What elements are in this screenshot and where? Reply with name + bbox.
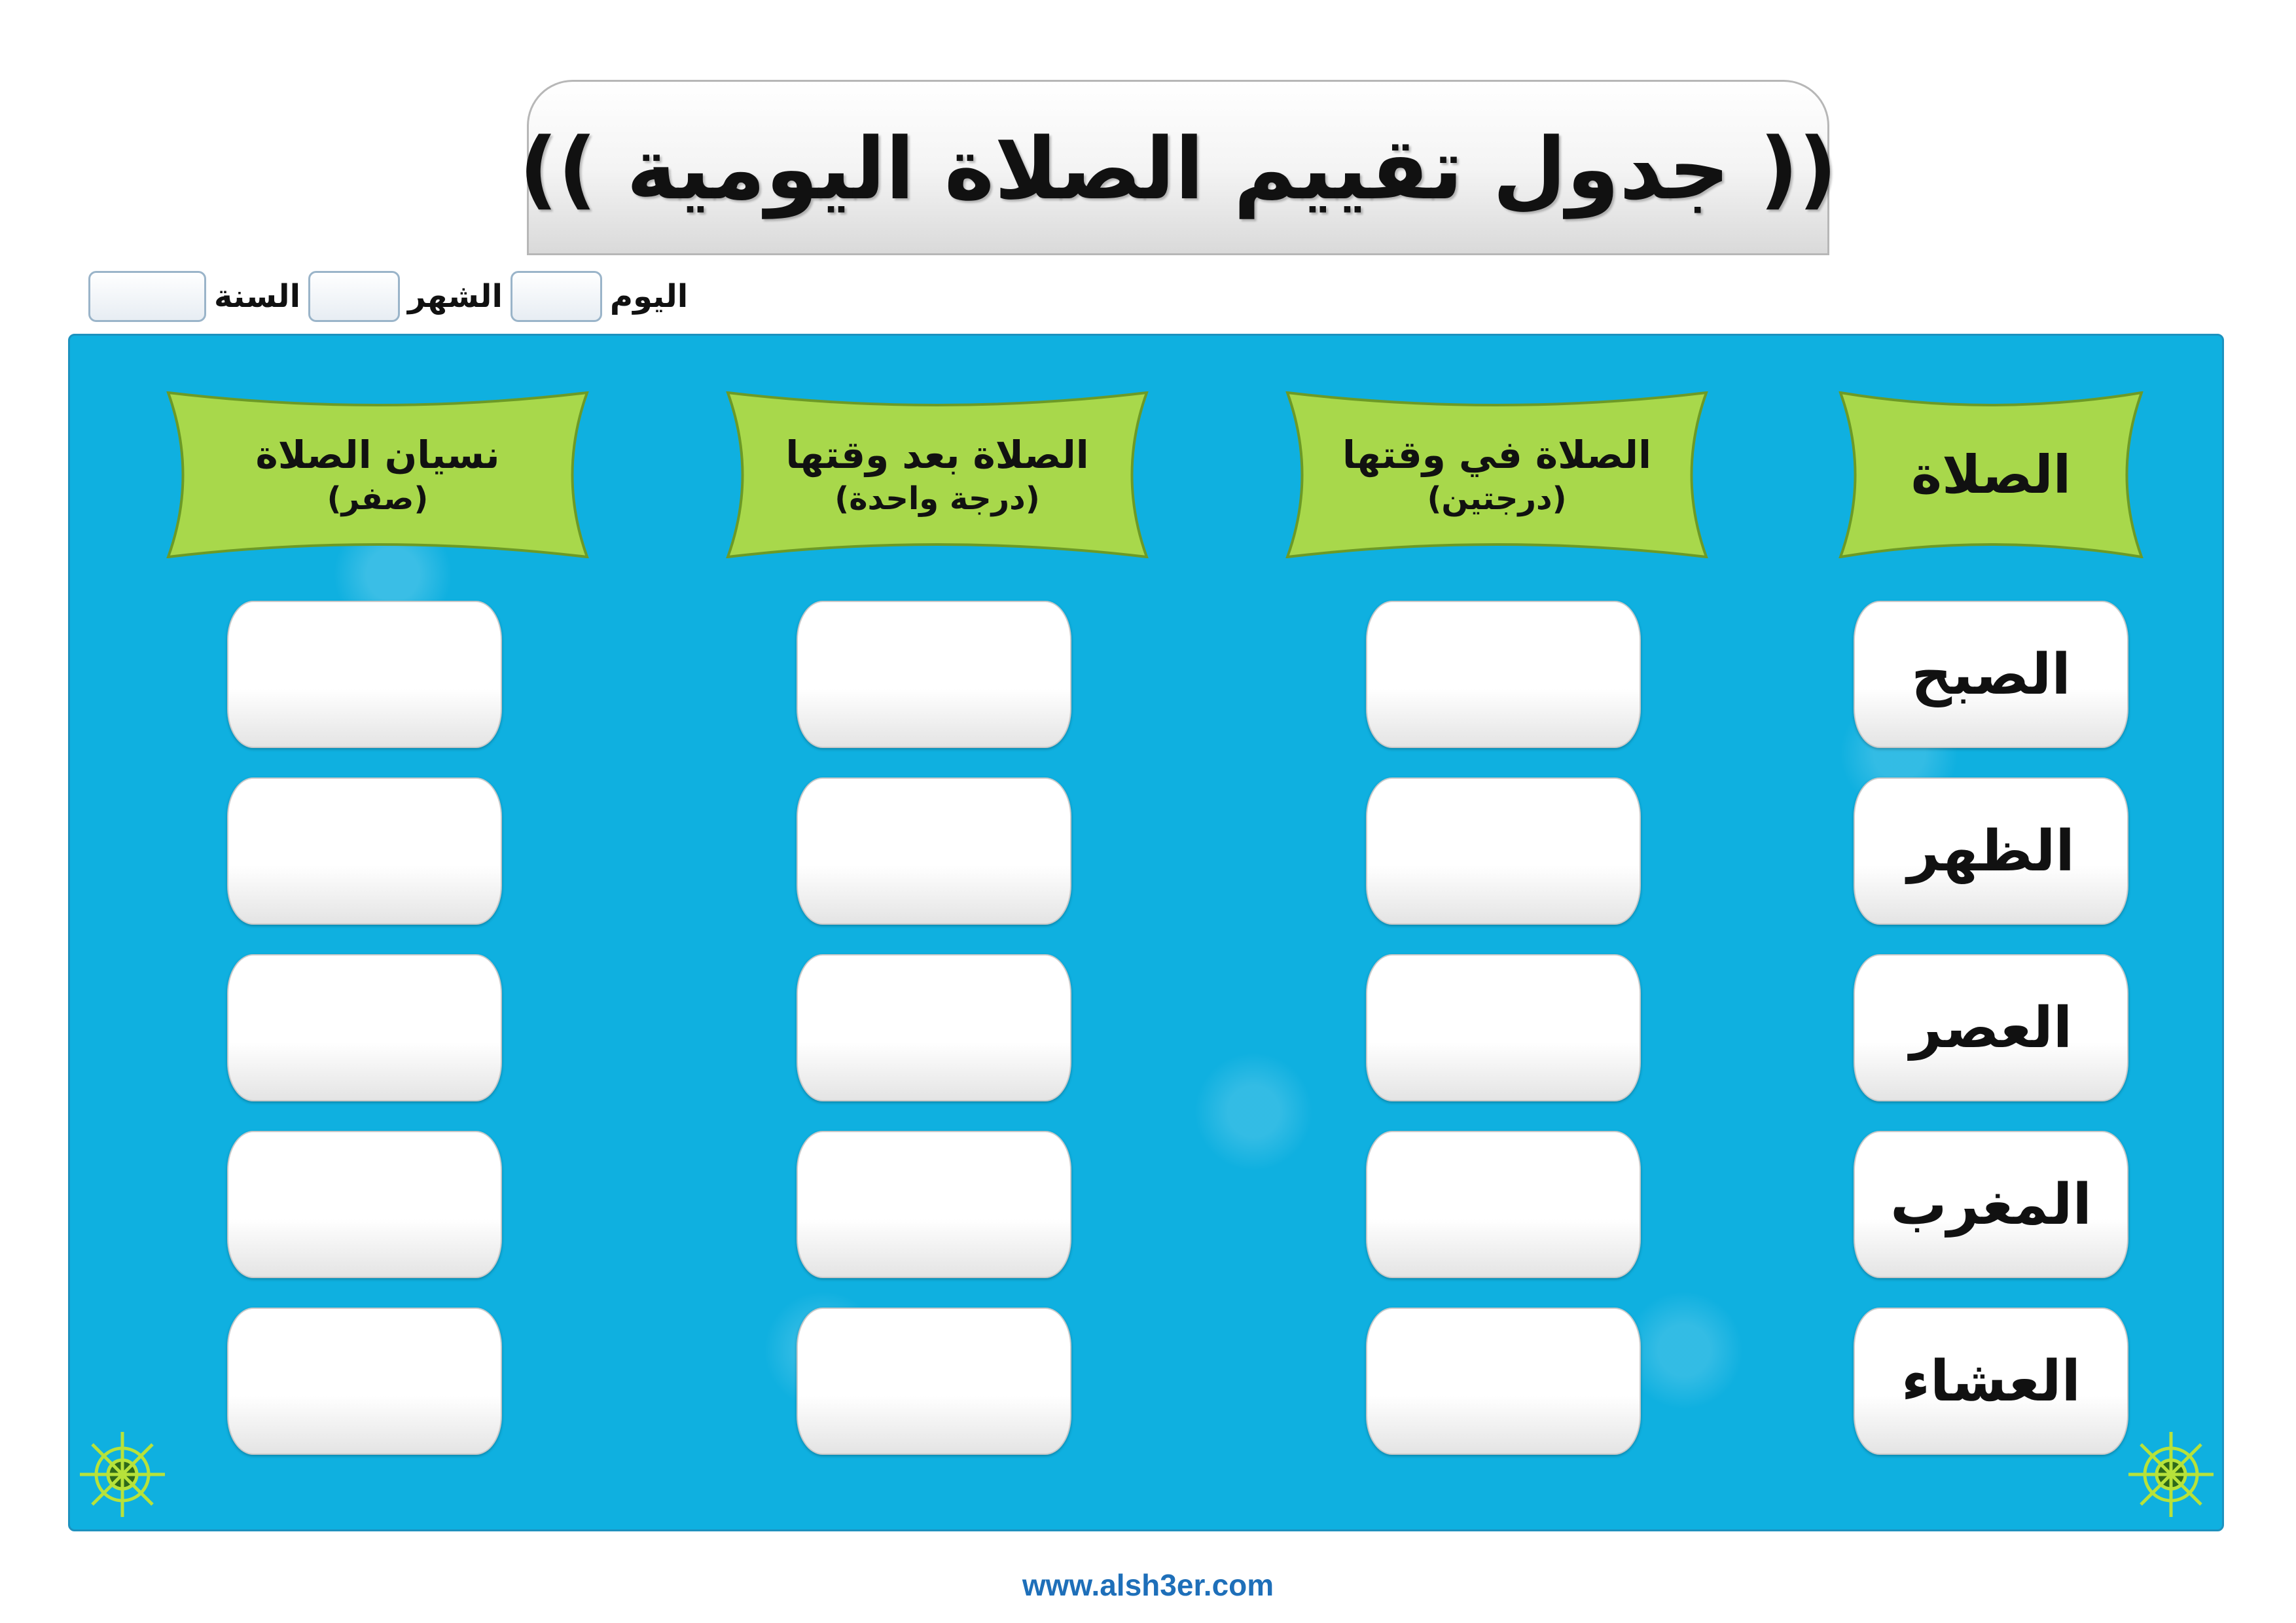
header-missed	[165, 391, 590, 558]
month-label: الشهر	[408, 277, 503, 315]
month-field[interactable]	[308, 271, 400, 322]
cell-late-1[interactable]	[797, 601, 1071, 748]
cell-missed-4[interactable]	[227, 1131, 502, 1278]
cell-on-time-5[interactable]	[1366, 1308, 1641, 1455]
prayer-name-cell: العصر	[1854, 954, 2128, 1101]
header-late-title: الصلاة بعد وقتها	[785, 433, 1089, 478]
year-label: السنة	[214, 277, 301, 315]
header-on-time-title: الصلاة في وقتها	[1342, 433, 1651, 478]
cell-missed-2[interactable]	[227, 777, 502, 925]
date-row	[88, 268, 688, 324]
header-missed-score: (صفر)	[327, 480, 429, 517]
cell-on-time-4[interactable]	[1366, 1131, 1641, 1278]
prayer-name-cell: الظهر	[1854, 777, 2128, 925]
title-box	[518, 80, 1838, 255]
cell-late-3[interactable]	[797, 954, 1071, 1101]
cell-on-time-1[interactable]	[1366, 601, 1641, 748]
cell-late-5[interactable]	[797, 1308, 1071, 1455]
day-label: اليوم	[609, 277, 689, 315]
header-late-score: (درجة واحدة)	[834, 480, 1040, 517]
cell-on-time-3[interactable]	[1366, 954, 1641, 1101]
prayer-name-cell: المغرب	[1854, 1131, 2128, 1278]
footer-link[interactable]: www.alsh3er.com	[1022, 1568, 1274, 1602]
page-title: (( جدول تقييم الصلاة اليومية ))	[518, 118, 1838, 219]
prayer-name-cell: الصبح	[1854, 601, 2128, 748]
year-field[interactable]	[88, 271, 206, 322]
flower-ornament-icon	[77, 1429, 168, 1520]
header-missed-title: نسيان الصلاة	[255, 433, 500, 478]
prayer-name-cell: العشاء	[1854, 1308, 2128, 1455]
header-on-time	[1284, 391, 1710, 558]
day-field[interactable]	[511, 271, 602, 322]
cell-late-2[interactable]	[797, 777, 1071, 925]
flower-ornament-icon	[2125, 1429, 2217, 1520]
cell-on-time-2[interactable]	[1366, 777, 1641, 925]
cell-missed-1[interactable]	[227, 601, 502, 748]
evaluation-board	[68, 334, 2224, 1531]
cell-missed-3[interactable]	[227, 954, 502, 1101]
cell-missed-5[interactable]	[227, 1308, 502, 1455]
header-prayer	[1837, 391, 2145, 558]
cell-late-4[interactable]	[797, 1131, 1071, 1278]
header-prayer-title: الصلاة	[1910, 444, 2072, 505]
header-on-time-score: (درجتين)	[1427, 480, 1567, 517]
header-late	[725, 391, 1150, 558]
